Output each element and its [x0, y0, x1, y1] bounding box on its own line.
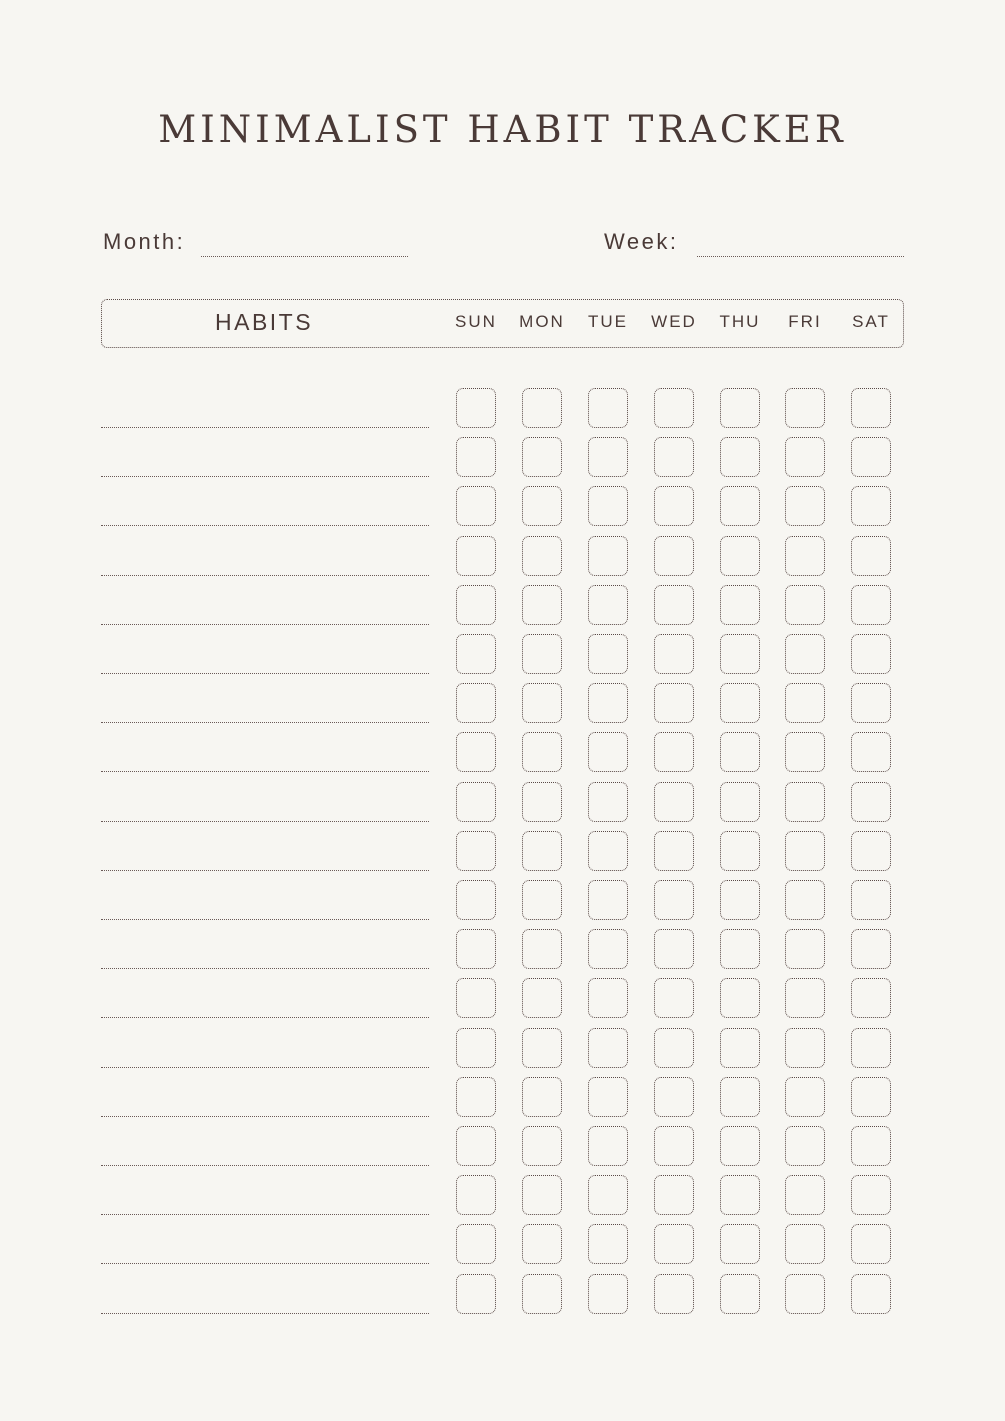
habit-checkbox-thu[interactable] — [720, 880, 760, 920]
habit-checkbox-thu[interactable] — [720, 388, 760, 428]
habit-checkbox-fri[interactable] — [785, 1126, 825, 1166]
habit-name-field[interactable] — [101, 427, 429, 428]
habit-checkbox-wed[interactable] — [654, 585, 694, 625]
habit-name-field[interactable] — [101, 1067, 429, 1068]
habit-checkbox-thu[interactable] — [720, 634, 760, 674]
habit-checkbox-tue[interactable] — [588, 831, 628, 871]
habit-checkbox-sat[interactable] — [851, 978, 891, 1018]
habit-checkbox-sat[interactable] — [851, 585, 891, 625]
habit-checkbox-sat[interactable] — [851, 486, 891, 526]
habit-checkbox-tue[interactable] — [588, 978, 628, 1018]
habit-checkbox-wed[interactable] — [654, 732, 694, 772]
habit-checkbox-wed[interactable] — [654, 683, 694, 723]
habit-checkbox-sat[interactable] — [851, 437, 891, 477]
habit-checkbox-fri[interactable] — [785, 1274, 825, 1314]
habit-checkbox-mon[interactable] — [522, 486, 562, 526]
habit-checkbox-sun[interactable] — [456, 634, 496, 674]
habit-checkbox-sat[interactable] — [851, 1028, 891, 1068]
habit-name-field[interactable] — [101, 919, 429, 920]
habit-checkbox-tue[interactable] — [588, 1028, 628, 1068]
habit-checkbox-wed[interactable] — [654, 880, 694, 920]
habit-checkbox-mon[interactable] — [522, 1175, 562, 1215]
habit-checkbox-mon[interactable] — [522, 388, 562, 428]
habit-checkbox-sun[interactable] — [456, 831, 496, 871]
habit-checkbox-sat[interactable] — [851, 536, 891, 576]
habit-checkbox-mon[interactable] — [522, 437, 562, 477]
habit-checkbox-sat[interactable] — [851, 831, 891, 871]
habit-checkbox-fri[interactable] — [785, 585, 825, 625]
habit-name-field[interactable] — [101, 1116, 429, 1117]
day-header-fri: FRI — [788, 312, 822, 331]
habit-name-field[interactable] — [101, 870, 429, 871]
habit-checkbox-tue[interactable] — [588, 486, 628, 526]
day-header-sat: SAT — [852, 312, 890, 331]
habit-checkbox-thu[interactable] — [720, 929, 760, 969]
habit-checkbox-tue[interactable] — [588, 1126, 628, 1166]
habit-name-field[interactable] — [101, 575, 429, 576]
habit-checkbox-tue[interactable] — [588, 782, 628, 822]
habit-checkbox-mon[interactable] — [522, 880, 562, 920]
habit-checkbox-fri[interactable] — [785, 782, 825, 822]
habit-checkbox-tue[interactable] — [588, 585, 628, 625]
habit-checkbox-sat[interactable] — [851, 732, 891, 772]
habit-checkbox-fri[interactable] — [785, 880, 825, 920]
habit-checkbox-thu[interactable] — [720, 782, 760, 822]
habit-checkbox-wed[interactable] — [654, 929, 694, 969]
habit-checkbox-sat[interactable] — [851, 1274, 891, 1314]
habit-checkbox-wed[interactable] — [654, 1224, 694, 1264]
habit-checkbox-tue[interactable] — [588, 437, 628, 477]
page-title: MINIMALIST HABIT TRACKER — [158, 108, 847, 151]
week-label: Week: — [604, 229, 679, 254]
habit-checkbox-wed[interactable] — [654, 1175, 694, 1215]
habit-checkbox-mon[interactable] — [522, 929, 562, 969]
habit-checkbox-thu[interactable] — [720, 683, 760, 723]
habit-checkbox-thu[interactable] — [720, 585, 760, 625]
habit-name-field[interactable] — [101, 624, 429, 625]
habit-checkbox-sat[interactable] — [851, 1224, 891, 1264]
habit-checkbox-mon[interactable] — [522, 634, 562, 674]
habit-checkbox-sun[interactable] — [456, 437, 496, 477]
habit-checkbox-mon[interactable] — [522, 585, 562, 625]
habit-checkbox-thu[interactable] — [720, 1175, 760, 1215]
habit-name-field[interactable] — [101, 821, 429, 822]
habit-checkbox-sat[interactable] — [851, 1126, 891, 1166]
habit-checkbox-thu[interactable] — [720, 732, 760, 772]
habit-checkbox-tue[interactable] — [588, 732, 628, 772]
habit-checkbox-tue[interactable] — [588, 880, 628, 920]
habit-checkbox-fri[interactable] — [785, 1224, 825, 1264]
habit-name-field[interactable] — [101, 1017, 429, 1018]
habit-checkbox-tue[interactable] — [588, 1224, 628, 1264]
habit-checkbox-sun[interactable] — [456, 585, 496, 625]
habit-name-field[interactable] — [101, 1214, 429, 1215]
habit-checkbox-thu[interactable] — [720, 1028, 760, 1068]
habit-checkbox-mon[interactable] — [522, 536, 562, 576]
habit-checkbox-sat[interactable] — [851, 782, 891, 822]
habit-checkbox-tue[interactable] — [588, 536, 628, 576]
habit-checkbox-sun[interactable] — [456, 486, 496, 526]
habit-checkbox-sat[interactable] — [851, 880, 891, 920]
habit-checkbox-fri[interactable] — [785, 388, 825, 428]
habit-checkbox-sat[interactable] — [851, 1175, 891, 1215]
habit-name-field[interactable] — [101, 968, 429, 969]
habit-checkbox-mon[interactable] — [522, 732, 562, 772]
habit-checkbox-sat[interactable] — [851, 929, 891, 969]
habit-checkbox-sun[interactable] — [456, 929, 496, 969]
habit-checkbox-sat[interactable] — [851, 683, 891, 723]
habit-checkbox-wed[interactable] — [654, 831, 694, 871]
habit-checkbox-sun[interactable] — [456, 388, 496, 428]
habit-name-field[interactable] — [101, 1165, 429, 1166]
habit-checkbox-sat[interactable] — [851, 1077, 891, 1117]
habit-checkbox-fri[interactable] — [785, 831, 825, 871]
habit-checkbox-wed[interactable] — [654, 486, 694, 526]
habit-checkbox-sun[interactable] — [456, 978, 496, 1018]
habit-name-field[interactable] — [101, 1313, 429, 1314]
habit-checkbox-mon[interactable] — [522, 782, 562, 822]
habits-header: HABITS — [215, 309, 314, 335]
habit-checkbox-mon[interactable] — [522, 1274, 562, 1314]
habit-checkbox-wed[interactable] — [654, 1126, 694, 1166]
habit-checkbox-sun[interactable] — [456, 1028, 496, 1068]
habit-checkbox-mon[interactable] — [522, 683, 562, 723]
habit-name-field[interactable] — [101, 722, 429, 723]
habit-checkbox-thu[interactable] — [720, 437, 760, 477]
habit-checkbox-tue[interactable] — [588, 388, 628, 428]
habit-checkbox-fri[interactable] — [785, 732, 825, 772]
habit-checkbox-wed[interactable] — [654, 1028, 694, 1068]
habit-checkbox-mon[interactable] — [522, 978, 562, 1018]
habit-checkbox-sun[interactable] — [456, 782, 496, 822]
habit-checkbox-wed[interactable] — [654, 388, 694, 428]
habit-checkbox-sun[interactable] — [456, 1224, 496, 1264]
habit-checkbox-tue[interactable] — [588, 634, 628, 674]
habit-checkbox-wed[interactable] — [654, 634, 694, 674]
habit-checkbox-fri[interactable] — [785, 978, 825, 1018]
habit-checkbox-sat[interactable] — [851, 634, 891, 674]
habit-name-field[interactable] — [101, 771, 429, 772]
day-header-wed: WED — [651, 312, 697, 331]
habit-checkbox-wed[interactable] — [654, 978, 694, 1018]
habit-checkbox-sun[interactable] — [456, 880, 496, 920]
habit-checkbox-fri[interactable] — [785, 1077, 825, 1117]
habit-checkbox-mon[interactable] — [522, 1028, 562, 1068]
habit-checkbox-sun[interactable] — [456, 732, 496, 772]
habit-checkbox-mon[interactable] — [522, 1224, 562, 1264]
habit-checkbox-thu[interactable] — [720, 978, 760, 1018]
habit-checkbox-fri[interactable] — [785, 1175, 825, 1215]
habit-checkbox-thu[interactable] — [720, 486, 760, 526]
habit-checkbox-thu[interactable] — [720, 1126, 760, 1166]
habit-checkbox-fri[interactable] — [785, 437, 825, 477]
week-field[interactable] — [697, 256, 904, 257]
habit-checkbox-fri[interactable] — [785, 536, 825, 576]
habit-checkbox-tue[interactable] — [588, 929, 628, 969]
habit-checkbox-thu[interactable] — [720, 1274, 760, 1314]
habit-checkbox-fri[interactable] — [785, 634, 825, 674]
habit-checkbox-sun[interactable] — [456, 1274, 496, 1314]
day-header-mon: MON — [519, 312, 565, 331]
habit-name-field[interactable] — [101, 525, 429, 526]
habit-checkbox-sun[interactable] — [456, 536, 496, 576]
habit-checkbox-thu[interactable] — [720, 1224, 760, 1264]
month-field[interactable] — [201, 256, 408, 257]
habit-checkbox-wed[interactable] — [654, 782, 694, 822]
habit-name-field[interactable] — [101, 476, 429, 477]
habit-checkbox-tue[interactable] — [588, 1274, 628, 1314]
habit-checkbox-fri[interactable] — [785, 683, 825, 723]
habit-checkbox-mon[interactable] — [522, 1077, 562, 1117]
habit-checkbox-mon[interactable] — [522, 1126, 562, 1166]
habit-checkbox-wed[interactable] — [654, 1274, 694, 1314]
habit-checkbox-fri[interactable] — [785, 929, 825, 969]
habit-checkbox-sat[interactable] — [851, 388, 891, 428]
habit-name-field[interactable] — [101, 673, 429, 674]
habit-checkbox-thu[interactable] — [720, 831, 760, 871]
habit-checkbox-tue[interactable] — [588, 1175, 628, 1215]
habit-checkbox-wed[interactable] — [654, 536, 694, 576]
habit-checkbox-tue[interactable] — [588, 683, 628, 723]
habit-checkbox-sun[interactable] — [456, 1175, 496, 1215]
habit-checkbox-thu[interactable] — [720, 536, 760, 576]
day-header-tue: TUE — [588, 312, 628, 331]
habit-checkbox-mon[interactable] — [522, 831, 562, 871]
habit-checkbox-sun[interactable] — [456, 1077, 496, 1117]
habit-checkbox-wed[interactable] — [654, 1077, 694, 1117]
habit-checkbox-sun[interactable] — [456, 1126, 496, 1166]
day-header-sun: SUN — [455, 312, 497, 331]
day-header-thu: THU — [719, 312, 761, 331]
habit-checkbox-thu[interactable] — [720, 1077, 760, 1117]
habit-name-field[interactable] — [101, 1263, 429, 1264]
habit-checkbox-wed[interactable] — [654, 437, 694, 477]
habit-checkbox-sun[interactable] — [456, 683, 496, 723]
habit-checkbox-fri[interactable] — [785, 1028, 825, 1068]
habit-checkbox-fri[interactable] — [785, 486, 825, 526]
habit-checkbox-tue[interactable] — [588, 1077, 628, 1117]
month-label: Month: — [103, 229, 186, 254]
